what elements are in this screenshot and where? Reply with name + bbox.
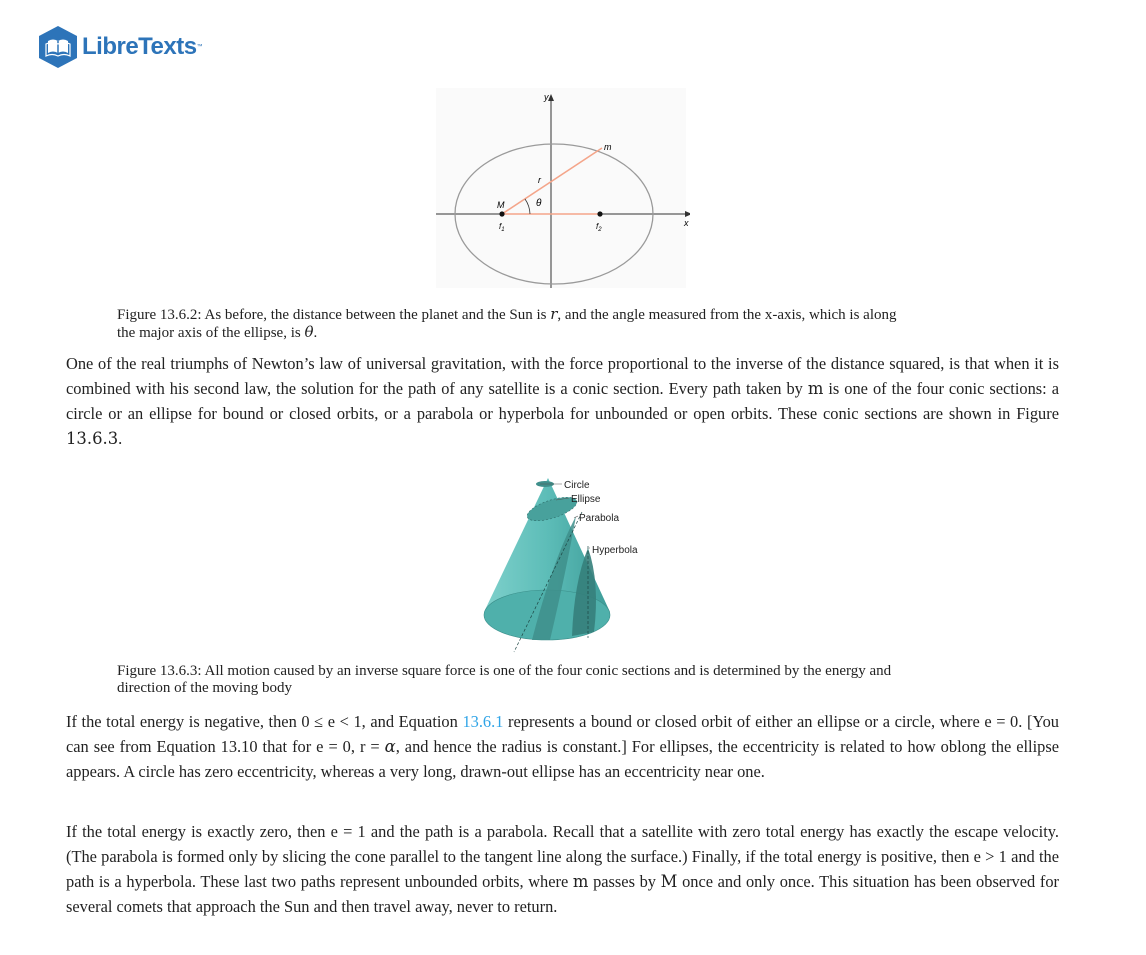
- parabola-label: Parabola: [579, 513, 620, 524]
- paragraph-text: If the total energy is exactly zero, then e = 1 and the path is a parabola. Recall that a satellite with zero total energy has exactly the escape velocity. (The parabola is formed only by slicing the cone parallel to the tangent line along the surface.) Finally, if the total energy is positive, then e > 1 and the path is a hyperbola. These last two paths represent unbounded orbits, where: [66, 822, 1059, 891]
- focus-f2-label: $f_2$: [596, 222, 602, 233]
- caption-text: , and the angle measured from the x-axis, which is along: [557, 307, 897, 323]
- equation-13-6-1-link[interactable]: 13.6.1: [462, 712, 504, 731]
- sun-M-label: M: [497, 200, 505, 210]
- caption-text: the major axis of the ellipse, is: [117, 325, 305, 341]
- parabola-leader: [574, 516, 578, 518]
- caption-text: direction of the moving body: [117, 680, 292, 696]
- paragraph-negative-energy: [66, 709, 1059, 784]
- x-axis-arrow-icon: [685, 211, 690, 217]
- paragraph-text: passes by: [588, 872, 661, 891]
- paragraph-text: represents a bound or closed orbit of either an ellipse or a circle, where e = 0. [You can see from Equation 13.10 that for e = 0, r =: [66, 712, 1059, 756]
- conic-sections-cone-figure: [478, 472, 658, 658]
- focus-f1-dot: [499, 211, 504, 216]
- math-m: m: [572, 872, 589, 891]
- paragraph-conic-sections: [66, 351, 1059, 451]
- libretexts-logo-icon: [36, 24, 80, 70]
- paragraph-text: , and hence the radius is constant.] For ellipses, the eccentricity is related to how oblong the ellipse appears. A circle has zero eccentricity, whereas a very long, drawn-out ellipse has an eccentricity near one.: [66, 737, 1059, 781]
- paragraph-text: once and only once. This situation has been observed for several comets that approach the Sun and then travel away, never to return.: [66, 872, 1059, 916]
- focus-f2-dot: [597, 211, 602, 216]
- paragraph-text: is one of the four conic sections: a circle or an ellipse for bound or closed orbits, or a parabola or hyperbola for unbounded or open orbits. These conic sections are shown in Figure: [66, 379, 1059, 423]
- paragraph-text: .: [118, 429, 123, 448]
- paragraph-text: If the total energy is negative, then 0 ≤ e < 1, and Equation: [66, 712, 463, 731]
- radius-r-label: r: [538, 175, 541, 185]
- ellipse-orbit-figure: [430, 88, 690, 288]
- caption-text: .: [313, 325, 318, 341]
- math-alpha: α: [384, 737, 396, 756]
- caption-theta: θ: [304, 323, 314, 341]
- caption-label: Figure 13.6.3: [117, 663, 198, 679]
- figure-13-6-3-caption: [117, 663, 1027, 697]
- libretexts-wordmark: LibreTexts: [82, 33, 197, 60]
- focus-f1-label: $f_1$: [499, 222, 505, 233]
- circle-label: Circle: [564, 480, 590, 491]
- math-M: M: [660, 872, 678, 891]
- hyperbola-label: Hyperbola: [592, 545, 638, 556]
- figure-reference: 13.6.3: [66, 429, 119, 448]
- y-axis-label: y: [544, 92, 549, 102]
- figure-13-6-2-caption: [117, 306, 1027, 342]
- ellipse-label: Ellipse: [571, 494, 601, 505]
- trademark-mark: ™: [196, 44, 203, 50]
- math-m: m: [807, 379, 824, 398]
- caption-text: : All motion caused by an inverse square force is one of the four conic sections and is determined by the energy and: [197, 663, 892, 679]
- x-axis-label: x: [684, 218, 689, 228]
- libretexts-logo[interactable]: [36, 24, 203, 70]
- caption-label: Figure 13.6.2: [117, 307, 198, 323]
- caption-text: : As before, the distance between the planet and the Sun is: [197, 307, 551, 323]
- caption-r: r: [550, 305, 558, 323]
- planet-m-label: m: [604, 142, 612, 152]
- theta-label: θ: [536, 198, 542, 209]
- paragraph-zero-positive-energy: [66, 819, 1059, 919]
- paragraph-text: One of the real triumphs of Newton’s law of universal gravitation, with the force proportional to the inverse of the distance squared, is that when it is combined with his second law, the solution for the path of any satellite is a conic section. Every path taken by: [66, 354, 1059, 398]
